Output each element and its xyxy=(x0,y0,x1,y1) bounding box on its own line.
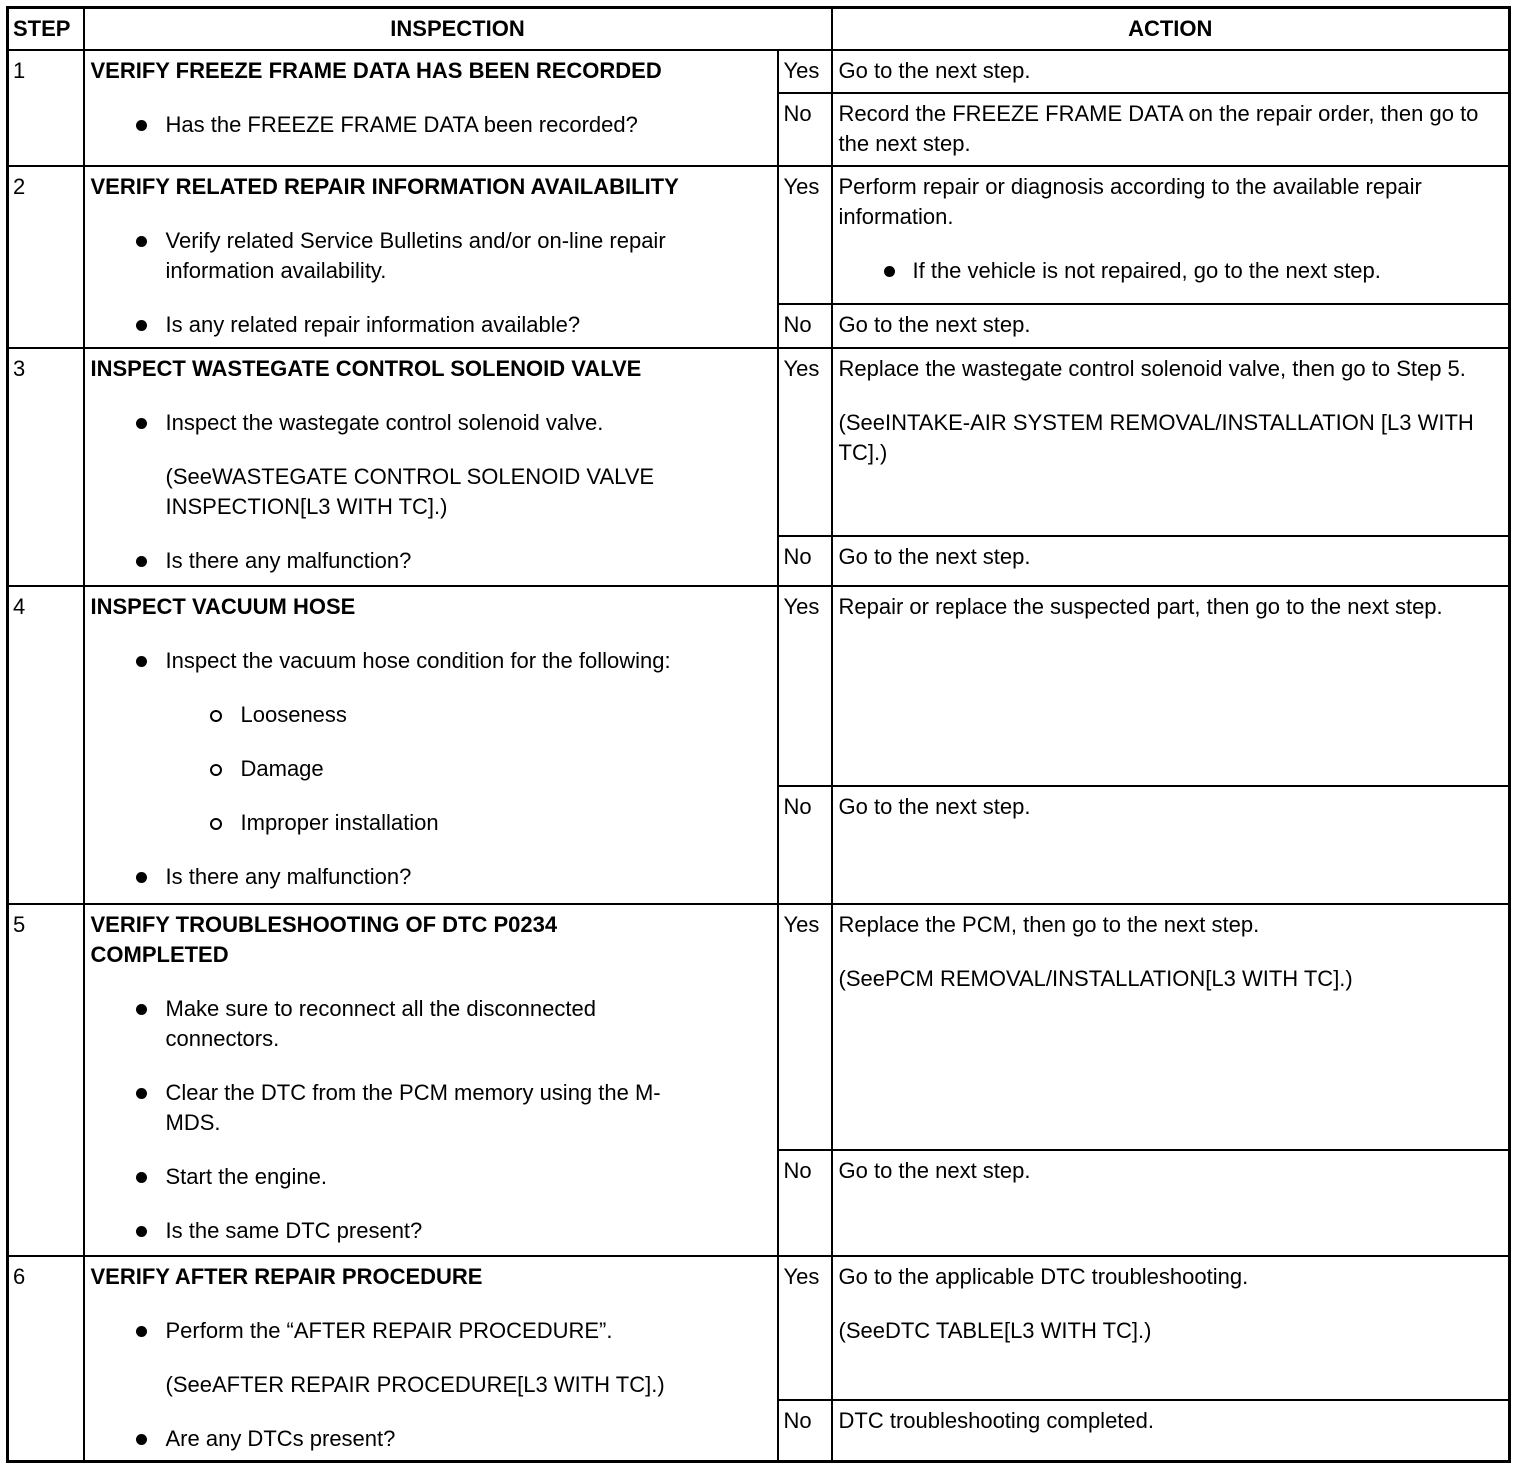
inspection-subitem: Damage xyxy=(91,754,771,784)
table-row xyxy=(8,348,1510,536)
step-number: 6 xyxy=(8,1256,84,1462)
no-label: No xyxy=(778,1150,832,1256)
action-text: Record the FREEZE FRAME DATA on the repair order, then go to the next step. xyxy=(838,100,1479,156)
inspection-bullet: Clear the DTC from the PCM memory using the M-MDS. xyxy=(91,1078,771,1138)
yes-label: Yes xyxy=(778,166,832,304)
yes-label: Yes xyxy=(778,586,832,786)
action-text: Go to the applicable DTC troubleshooting. xyxy=(838,1263,1249,1289)
action-column-header: ACTION xyxy=(832,8,1510,50)
no-label: No xyxy=(778,536,832,586)
no-label: No xyxy=(778,786,832,904)
inspection-bullet: Are any DTCs present? xyxy=(91,1424,771,1454)
inspection-bullet: Has the FREEZE FRAME DATA been recorded? xyxy=(91,110,771,140)
step-number: 4 xyxy=(8,586,84,904)
no-action xyxy=(832,304,1510,348)
table-row xyxy=(8,904,1510,1150)
step-title: VERIFY AFTER REPAIR PROCEDURE xyxy=(90,1263,483,1289)
action-reference-note: (SeeINTAKE-AIR SYSTEM REMOVAL/INSTALLATION [L3 WITH TC].) xyxy=(838,409,1474,465)
yes-action xyxy=(832,586,1510,786)
inspection-bullet: Start the engine. xyxy=(91,1162,771,1192)
action-reference-note: (SeeDTC TABLE[L3 WITH TC].) xyxy=(838,1317,1152,1343)
no-label: No xyxy=(778,304,832,348)
action-text: Go to the next step. xyxy=(838,57,1031,83)
no-action xyxy=(832,1150,1510,1256)
inspection-bullet: Inspect the vacuum hose condition for the following: xyxy=(91,646,771,676)
table-row xyxy=(8,586,1510,786)
inspection-bullet: Make sure to reconnect all the disconnected connectors. xyxy=(91,994,771,1054)
inspection-cell xyxy=(84,50,778,166)
yes-label: Yes xyxy=(778,348,832,536)
step-title: VERIFY FREEZE FRAME DATA HAS BEEN RECORDED xyxy=(90,57,662,83)
step-number: 2 xyxy=(8,166,84,348)
step-column-header: STEP xyxy=(8,8,84,50)
inspection-cell xyxy=(84,1256,778,1462)
yes-label: Yes xyxy=(778,904,832,1150)
inspection-cell xyxy=(84,904,778,1256)
yes-action xyxy=(832,348,1510,536)
action-text: Go to the next step. xyxy=(838,311,1031,337)
inspection-column-header: INSPECTION xyxy=(84,8,832,50)
no-action xyxy=(832,536,1510,586)
inspection-subitem: Looseness xyxy=(91,700,771,730)
inspection-subitem: Improper installation xyxy=(91,808,771,838)
no-label: No xyxy=(778,93,832,166)
no-action xyxy=(832,1400,1510,1462)
action-text: Replace the PCM, then go to the next step. xyxy=(838,911,1260,937)
inspection-reference-note: (SeeWASTEGATE CONTROL SOLENOID VALVE INSPECTION[L3 WITH TC].) xyxy=(165,463,655,519)
yes-label: Yes xyxy=(778,1256,832,1400)
table-row xyxy=(8,166,1510,304)
inspection-bullet: Is the same DTC present? xyxy=(91,1216,771,1246)
action-text: Go to the next step. xyxy=(838,543,1031,569)
table-row xyxy=(8,1256,1510,1400)
yes-action xyxy=(832,904,1510,1150)
inspection-cell xyxy=(84,166,778,348)
step-title: VERIFY TROUBLESHOOTING OF DTC P0234 COMPLETED xyxy=(90,911,558,967)
yes-action xyxy=(832,50,1510,93)
action-text: Repair or replace the suspected part, then go to the next step. xyxy=(838,593,1443,619)
yes-action xyxy=(832,166,1510,304)
step-number: 1 xyxy=(8,50,84,166)
inspection-bullet: Verify related Service Bulletins and/or on-line repair information availability. xyxy=(91,226,771,286)
inspection-bullet: Perform the “AFTER REPAIR PROCEDURE”. xyxy=(91,1316,771,1346)
step-number: 3 xyxy=(8,348,84,586)
inspection-bullet: Inspect the wastegate control solenoid valve. xyxy=(91,408,771,438)
table-row xyxy=(8,50,1510,93)
action-text: Perform repair or diagnosis according to the available repair information. xyxy=(838,173,1422,229)
step-number: 5 xyxy=(8,904,84,1256)
action-text: Go to the next step. xyxy=(838,793,1031,819)
no-action xyxy=(832,786,1510,904)
action-text: Go to the next step. xyxy=(838,1157,1031,1183)
action-bullet: If the vehicle is not repaired, go to the next step. xyxy=(839,256,1503,286)
yes-action xyxy=(832,1256,1510,1400)
inspection-bullet: Is there any malfunction? xyxy=(91,862,771,892)
inspection-bullet: Is there any malfunction? xyxy=(91,546,771,576)
inspection-cell xyxy=(84,586,778,904)
step-title: INSPECT VACUUM HOSE xyxy=(90,593,356,619)
no-label: No xyxy=(778,1400,832,1462)
inspection-reference-note: (SeeAFTER REPAIR PROCEDURE[L3 WITH TC].) xyxy=(165,1371,665,1397)
yes-label: Yes xyxy=(778,50,832,93)
no-action xyxy=(832,93,1510,166)
action-text: Replace the wastegate control solenoid valve, then go to Step 5. xyxy=(838,355,1466,381)
step-title: VERIFY RELATED REPAIR INFORMATION AVAILABILITY xyxy=(90,173,679,199)
table-header-row xyxy=(8,8,1510,50)
action-text: DTC troubleshooting completed. xyxy=(838,1407,1154,1433)
step-title: INSPECT WASTEGATE CONTROL SOLENOID VALVE xyxy=(90,355,642,381)
action-reference-note: (SeePCM REMOVAL/INSTALLATION[L3 WITH TC].) xyxy=(838,965,1353,991)
inspection-cell xyxy=(84,348,778,586)
inspection-bullet: Is any related repair information available? xyxy=(91,310,771,340)
diagnostic-procedure-table xyxy=(6,6,1511,1463)
